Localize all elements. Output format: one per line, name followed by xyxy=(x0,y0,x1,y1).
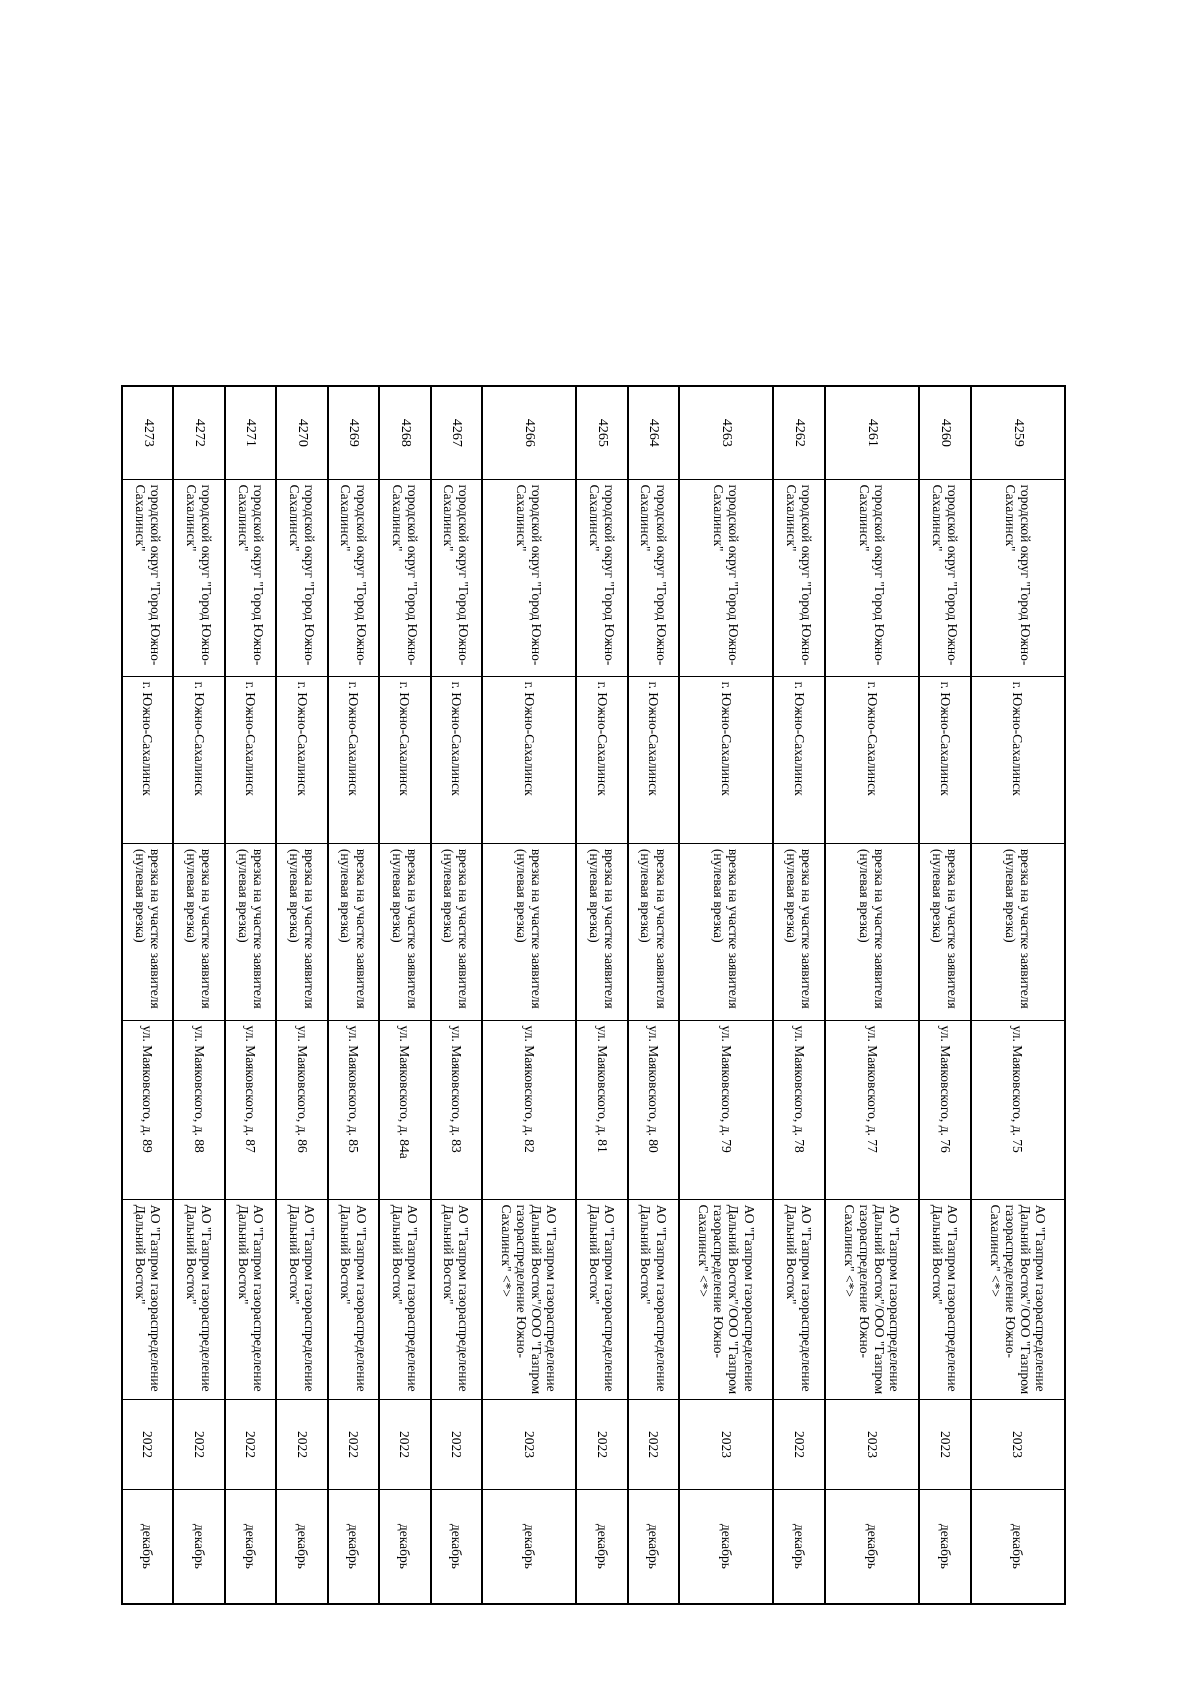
settlement-cell: г. Южно-Сахалинск xyxy=(122,676,173,843)
settlement-cell: г. Южно-Сахалинск xyxy=(482,676,576,843)
address-cell: ул. Маяковского, д. 85 xyxy=(328,1020,379,1199)
settlement-cell: г. Южно-Сахалинск xyxy=(328,676,379,843)
connection-type-cell: врезка на участке заявителя (нулевая врезка) xyxy=(173,843,224,1020)
table-row xyxy=(825,386,919,1604)
connection-type-cell: врезка на участке заявителя (нулевая врезка) xyxy=(919,843,970,1020)
row-number: 4262 xyxy=(774,386,825,479)
connection-type-cell: врезка на участке заявителя (нулевая врезка) xyxy=(482,843,576,1020)
row-number: 4260 xyxy=(919,386,970,479)
month-cell: декабрь xyxy=(173,1489,224,1604)
municipality-cell: городской округ "Город Южно-Сахалинск" xyxy=(628,479,679,676)
year-cell: 2022 xyxy=(774,1400,825,1490)
address-cell: ул. Маяковского, д. 77 xyxy=(825,1020,919,1199)
connection-type-cell: врезка на участке заявителя (нулевая врезка) xyxy=(628,843,679,1020)
settlement-cell: г. Южно-Сахалинск xyxy=(628,676,679,843)
table-row xyxy=(122,386,173,1604)
month-cell: декабрь xyxy=(971,1489,1065,1604)
year-cell: 2023 xyxy=(825,1400,919,1490)
year-cell: 2023 xyxy=(679,1400,773,1490)
municipality-cell: городской округ "Город Южно-Сахалинск" xyxy=(576,479,627,676)
row-number: 4267 xyxy=(431,386,482,479)
address-cell: ул. Маяковского, д. 78 xyxy=(774,1020,825,1199)
organization-cell: АО "Газпром газораспределение Дальний Восток"/ООО "Газпром газораспределение Южно-Сахалинск" <*> xyxy=(971,1199,1065,1400)
year-cell: 2022 xyxy=(379,1400,430,1490)
settlement-cell: г. Южно-Сахалинск xyxy=(379,676,430,843)
month-cell: декабрь xyxy=(628,1489,679,1604)
year-cell: 2023 xyxy=(971,1400,1065,1490)
month-cell: декабрь xyxy=(225,1489,276,1604)
table-row xyxy=(431,386,482,1604)
address-cell: ул. Маяковского, д. 82 xyxy=(482,1020,576,1199)
year-cell: 2022 xyxy=(276,1400,327,1490)
settlement-cell: г. Южно-Сахалинск xyxy=(431,676,482,843)
year-cell: 2022 xyxy=(225,1400,276,1490)
municipality-cell: городской округ "Город Южно-Сахалинск" xyxy=(276,479,327,676)
address-cell: ул. Маяковского, д. 89 xyxy=(122,1020,173,1199)
month-cell: декабрь xyxy=(122,1489,173,1604)
settlement-cell: г. Южно-Сахалинск xyxy=(225,676,276,843)
municipality-cell: городской округ "Город Южно-Сахалинск" xyxy=(971,479,1065,676)
municipality-cell: городской округ "Город Южно-Сахалинск" xyxy=(774,479,825,676)
table-row xyxy=(774,386,825,1604)
year-cell: 2022 xyxy=(576,1400,627,1490)
organization-cell: АО "Газпром газораспределение Дальний Восток" xyxy=(576,1199,627,1400)
row-number: 4261 xyxy=(825,386,919,479)
settlement-cell: г. Южно-Сахалинск xyxy=(576,676,627,843)
row-number: 4269 xyxy=(328,386,379,479)
month-cell: декабрь xyxy=(328,1489,379,1604)
year-cell: 2022 xyxy=(431,1400,482,1490)
rotated-document-page xyxy=(121,385,1066,1605)
table-row xyxy=(919,386,970,1604)
month-cell: декабрь xyxy=(276,1489,327,1604)
municipality-cell: городской округ "Город Южно-Сахалинск" xyxy=(825,479,919,676)
organization-cell: АО "Газпром газораспределение Дальний Восток"/ООО "Газпром газораспределение Южно-Сахалинск" <*> xyxy=(482,1199,576,1400)
month-cell: декабрь xyxy=(482,1489,576,1604)
connection-type-cell: врезка на участке заявителя (нулевая врезка) xyxy=(576,843,627,1020)
municipality-cell: городской округ "Город Южно-Сахалинск" xyxy=(679,479,773,676)
municipality-cell: городской округ "Город Южно-Сахалинск" xyxy=(173,479,224,676)
row-number: 4271 xyxy=(225,386,276,479)
organization-cell: АО "Газпром газораспределение Дальний Восток" xyxy=(431,1199,482,1400)
connection-type-cell: врезка на участке заявителя (нулевая врезка) xyxy=(679,843,773,1020)
table-row xyxy=(173,386,224,1604)
address-cell: ул. Маяковского, д. 87 xyxy=(225,1020,276,1199)
table-row xyxy=(328,386,379,1604)
year-cell: 2022 xyxy=(919,1400,970,1490)
address-cell: ул. Маяковского, д. 79 xyxy=(679,1020,773,1199)
address-cell: ул. Маяковского, д. 80 xyxy=(628,1020,679,1199)
municipality-cell: городской округ "Город Южно-Сахалинск" xyxy=(431,479,482,676)
organization-cell: АО "Газпром газораспределение Дальний Восток"/ООО "Газпром газораспределение Южно-Сахалинск" <*> xyxy=(679,1199,773,1400)
organization-cell: АО "Газпром газораспределение Дальний Восток" xyxy=(173,1199,224,1400)
year-cell: 2022 xyxy=(122,1400,173,1490)
table-row xyxy=(971,386,1065,1604)
month-cell: декабрь xyxy=(679,1489,773,1604)
municipality-cell: городской округ "Город Южно-Сахалинск" xyxy=(225,479,276,676)
municipality-cell: городской округ "Город Южно-Сахалинск" xyxy=(919,479,970,676)
settlement-cell: г. Южно-Сахалинск xyxy=(679,676,773,843)
organization-cell: АО "Газпром газораспределение Дальний Восток" xyxy=(919,1199,970,1400)
settlement-cell: г. Южно-Сахалинск xyxy=(276,676,327,843)
address-cell: ул. Маяковского, д. 88 xyxy=(173,1020,224,1199)
connection-type-cell: врезка на участке заявителя (нулевая врезка) xyxy=(825,843,919,1020)
connection-type-cell: врезка на участке заявителя (нулевая врезка) xyxy=(431,843,482,1020)
table-row xyxy=(225,386,276,1604)
connection-type-cell: врезка на участке заявителя (нулевая врезка) xyxy=(328,843,379,1020)
settlement-cell: г. Южно-Сахалинск xyxy=(919,676,970,843)
row-number: 4265 xyxy=(576,386,627,479)
organization-cell: АО "Газпром газораспределение Дальний Восток" xyxy=(328,1199,379,1400)
settlement-cell: г. Южно-Сахалинск xyxy=(173,676,224,843)
municipality-cell: городской округ "Город Южно-Сахалинск" xyxy=(122,479,173,676)
connection-type-cell: врезка на участке заявителя (нулевая врезка) xyxy=(971,843,1065,1020)
gasification-schedule-table xyxy=(121,385,1066,1605)
row-number: 4263 xyxy=(679,386,773,479)
year-cell: 2022 xyxy=(173,1400,224,1490)
organization-cell: АО "Газпром газораспределение Дальний Восток"/ООО "Газпром газораспределение Южно-Сахалинск" <*> xyxy=(825,1199,919,1400)
year-cell: 2022 xyxy=(628,1400,679,1490)
organization-cell: АО "Газпром газораспределение Дальний Восток" xyxy=(122,1199,173,1400)
settlement-cell: г. Южно-Сахалинск xyxy=(971,676,1065,843)
month-cell: декабрь xyxy=(576,1489,627,1604)
year-cell: 2023 xyxy=(482,1400,576,1490)
table-body xyxy=(122,386,1065,1604)
month-cell: декабрь xyxy=(825,1489,919,1604)
address-cell: ул. Маяковского, д. 83 xyxy=(431,1020,482,1199)
row-number: 4264 xyxy=(628,386,679,479)
row-number: 4270 xyxy=(276,386,327,479)
municipality-cell: городской округ "Город Южно-Сахалинск" xyxy=(379,479,430,676)
connection-type-cell: врезка на участке заявителя (нулевая врезка) xyxy=(379,843,430,1020)
organization-cell: АО "Газпром газораспределение Дальний Восток" xyxy=(628,1199,679,1400)
month-cell: декабрь xyxy=(919,1489,970,1604)
row-number: 4272 xyxy=(173,386,224,479)
settlement-cell: г. Южно-Сахалинск xyxy=(825,676,919,843)
connection-type-cell: врезка на участке заявителя (нулевая врезка) xyxy=(122,843,173,1020)
organization-cell: АО "Газпром газораспределение Дальний Восток" xyxy=(379,1199,430,1400)
organization-cell: АО "Газпром газораспределение Дальний Восток" xyxy=(276,1199,327,1400)
row-number: 4268 xyxy=(379,386,430,479)
municipality-cell: городской округ "Город Южно-Сахалинск" xyxy=(328,479,379,676)
address-cell: ул. Маяковского, д. 76 xyxy=(919,1020,970,1199)
table-row xyxy=(276,386,327,1604)
row-number: 4259 xyxy=(971,386,1065,479)
month-cell: декабрь xyxy=(774,1489,825,1604)
address-cell: ул. Маяковского, д. 84а xyxy=(379,1020,430,1199)
row-number: 4273 xyxy=(122,386,173,479)
organization-cell: АО "Газпром газораспределение Дальний Восток" xyxy=(225,1199,276,1400)
connection-type-cell: врезка на участке заявителя (нулевая врезка) xyxy=(276,843,327,1020)
municipality-cell: городской округ "Город Южно-Сахалинск" xyxy=(482,479,576,676)
table-row xyxy=(628,386,679,1604)
row-number: 4266 xyxy=(482,386,576,479)
connection-type-cell: врезка на участке заявителя (нулевая врезка) xyxy=(774,843,825,1020)
settlement-cell: г. Южно-Сахалинск xyxy=(774,676,825,843)
address-cell: ул. Маяковского, д. 81 xyxy=(576,1020,627,1199)
table-row xyxy=(576,386,627,1604)
table-row xyxy=(482,386,576,1604)
month-cell: декабрь xyxy=(431,1489,482,1604)
month-cell: декабрь xyxy=(379,1489,430,1604)
table-row xyxy=(679,386,773,1604)
address-cell: ул. Маяковского, д. 75 xyxy=(971,1020,1065,1199)
year-cell: 2022 xyxy=(328,1400,379,1490)
organization-cell: АО "Газпром газораспределение Дальний Восток" xyxy=(774,1199,825,1400)
table-row xyxy=(379,386,430,1604)
address-cell: ул. Маяковского, д. 86 xyxy=(276,1020,327,1199)
connection-type-cell: врезка на участке заявителя (нулевая врезка) xyxy=(225,843,276,1020)
